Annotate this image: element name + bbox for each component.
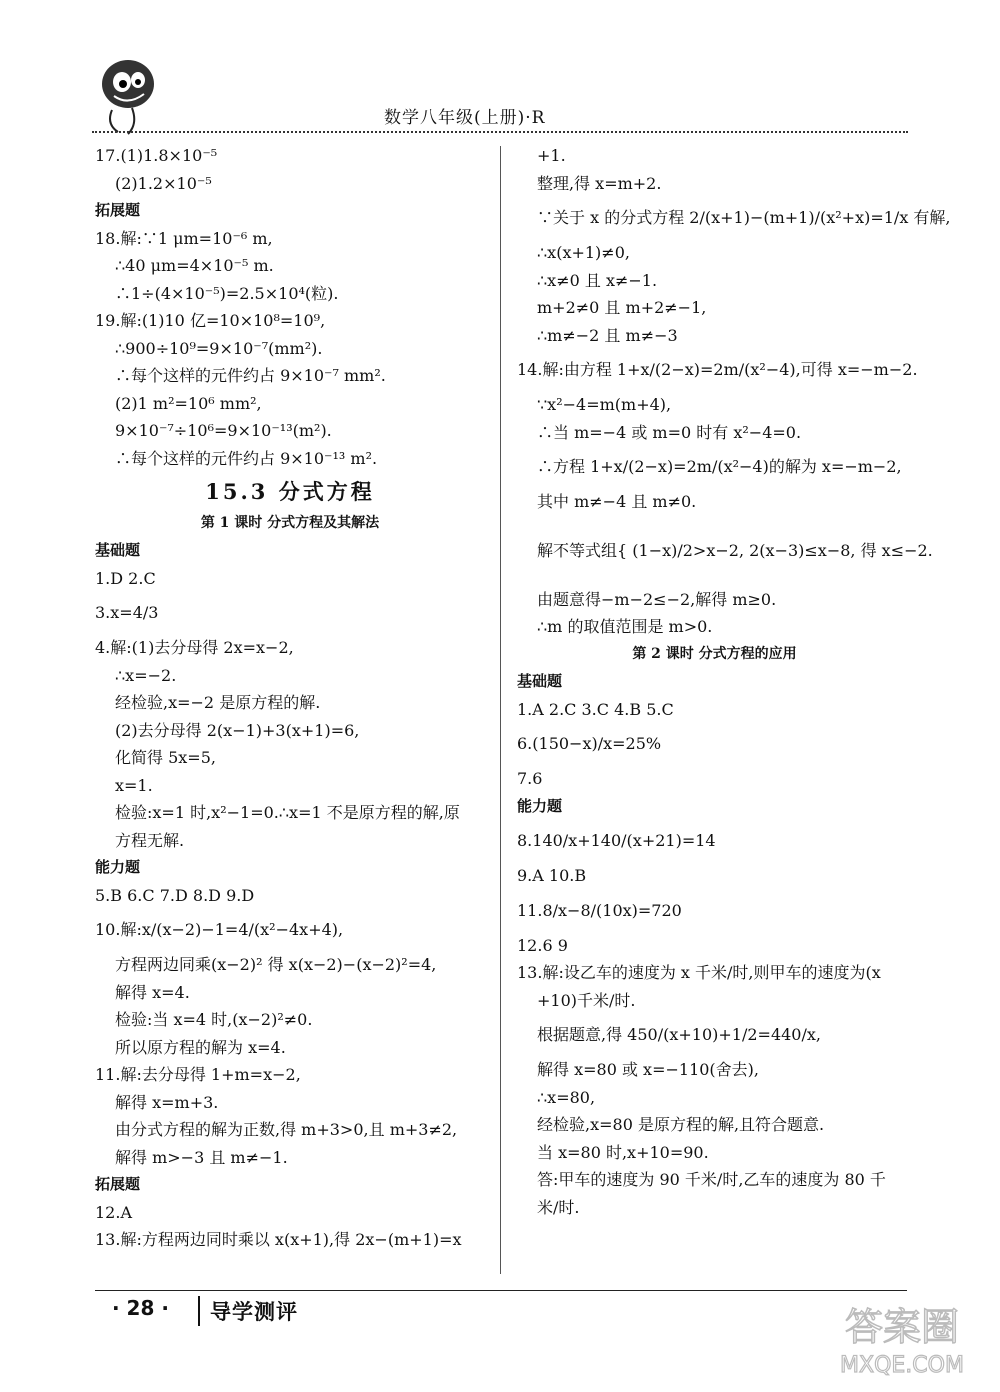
answer-line: 第 2 课时 分式方程的应用 — [632, 645, 797, 662]
answer-line: 能力题 — [95, 858, 141, 876]
answer-line: 解得 m>−3 且 m≠−1. — [115, 1147, 288, 1167]
answer-line: +1. — [537, 146, 566, 165]
answer-line: ∵关于 x 的分式方程 2/(x+1)−(m+1)/(x²+x)=1/x 有解, — [537, 208, 951, 227]
footer-rule — [95, 1290, 907, 1291]
page-number: · 28 · — [112, 1296, 169, 1320]
answer-line: 13.解:方程两边同时乘以 x(x+1),得 2x−(m+1)=x — [95, 1230, 462, 1249]
answer-line: 12.A — [95, 1202, 132, 1222]
answer-line: (2)1 m²=10⁶ mm², — [115, 393, 262, 413]
answer-line: 10.解:x/(x−2)−1=4/(x²−4x+4), — [95, 920, 344, 939]
answer-line: 15.3 分式方程 — [205, 479, 375, 504]
answer-line: 13.解:设乙车的速度为 x 千米/时,则甲车的速度为(x — [517, 963, 881, 982]
answer-line: 能力题 — [517, 796, 563, 815]
answer-line: 14.解:由方程 1+x/(2−x)=2m/(x²−4),可得 x=−m−2. — [517, 360, 918, 379]
answer-line: 3.x=4/3 — [95, 603, 159, 622]
answer-line: 由分式方程的解为正数,得 m+3>0,且 m+3≠2, — [115, 1120, 458, 1139]
answer-line: ∴x=80, — [537, 1087, 596, 1107]
answer-line: 整理,得 x=m+2. — [537, 173, 662, 193]
answer-line: 解不等式组{ (1−x)/2>x−2, 2(x−3)≤x−8, 得 x≤−2. — [537, 540, 933, 560]
answer-line: ∴900÷10⁹=9×10⁻⁷(mm²). — [115, 338, 323, 358]
answer-line: ∴x=−2. — [115, 665, 177, 685]
answer-line: ∴1÷(4×10⁻⁵)=2.5×10⁴(粒). — [115, 283, 339, 303]
answer-line: 解得 x=80 或 x=−110(舍去), — [537, 1060, 759, 1079]
answer-line: ∴每个这样的元件约占 9×10⁻¹³ m². — [115, 448, 378, 468]
answer-line: ∴方程 1+x/(2−x)=2m/(x²−4)的解为 x=−m−2, — [537, 457, 902, 476]
answer-line: 方程两边同乘(x−2)² 得 x(x−2)−(x−2)²=4, — [115, 955, 437, 974]
answer-line: (2)去分母得 2(x−1)+3(x+1)=6, — [115, 720, 360, 740]
answer-line: 解得 x=m+3. — [115, 1092, 219, 1112]
answer-line: 基础题 — [95, 541, 141, 559]
answer-line: ∵x²−4=m(m+4), — [537, 395, 672, 414]
answer-line: 6.(150−x)/x=25% — [517, 734, 662, 753]
answer-line: ∴当 m=−4 或 m=0 时有 x²−4=0. — [537, 422, 802, 442]
answer-line: ∴每个这样的元件约占 9×10⁻⁷ mm². — [115, 366, 386, 385]
answer-line: 由题意得−m−2≤−2,解得 m≥0. — [537, 589, 777, 609]
answer-line: 拓展题 — [95, 1175, 141, 1193]
answer-line: 答:甲车的速度为 90 千米/时,乙车的速度为 80 千 — [537, 1170, 886, 1189]
left-column — [95, 142, 485, 1254]
answer-line: 经检验,x=−2 是原方程的解. — [115, 693, 321, 712]
header-rule — [92, 131, 908, 133]
answer-line: 第 1 课时 分式方程及其解法 — [200, 514, 380, 531]
column-divider — [500, 146, 501, 1274]
answer-line: m+2≠0 且 m+2≠−1, — [537, 298, 707, 317]
answer-line: 9×10⁻⁷÷10⁶=9×10⁻¹³(m²). — [115, 421, 332, 440]
answer-line: +10)千米/时. — [537, 990, 636, 1010]
footer-brand: 导学测评 — [210, 1300, 298, 1324]
answer-line: 5.B 6.C 7.D 8.D 9.D — [95, 885, 255, 905]
answer-line: 检验:当 x=4 时,(x−2)²≠0. — [115, 1010, 313, 1029]
answer-line: 检验:x=1 时,x²−1=0.∴x=1 不是原方程的解,原 — [115, 803, 460, 822]
answer-line: 所以原方程的解为 x=4. — [115, 1037, 286, 1057]
answer-line: (2)1.2×10⁻⁵ — [115, 173, 212, 193]
answer-line: ∴x(x+1)≠0, — [537, 243, 630, 262]
answer-line: ∴m 的取值范围是 m>0. — [537, 617, 713, 636]
mascot-logo — [92, 52, 160, 138]
answer-line: 根据题意,得 450/(x+10)+1/2=440/x, — [537, 1025, 821, 1044]
answer-line: 其中 m≠−4 且 m≠0. — [537, 492, 697, 511]
answer-line: 当 x=80 时,x+10=90. — [537, 1142, 709, 1162]
watermark-logo — [822, 1300, 982, 1380]
footer-divider — [198, 1296, 200, 1326]
answer-line: 11.8/x−8/(10x)=720 — [517, 900, 682, 920]
answer-line: 1.A 2.C 3.C 4.B 5.C — [517, 699, 674, 719]
answer-line: 经检验,x=80 是原方程的解,且符合题意. — [537, 1115, 825, 1134]
answer-line: 拓展题 — [95, 201, 141, 219]
answer-line: 方程无解. — [115, 830, 185, 850]
answer-line: 解得 x=4. — [115, 982, 190, 1002]
answer-line: x=1. — [115, 775, 153, 795]
answer-line: ∴m≠−2 且 m≠−3 — [537, 325, 678, 345]
answer-line: 4.解:(1)去分母得 2x=x−2, — [95, 638, 294, 657]
answer-line: 12.6 9 — [517, 935, 568, 955]
answer-line: 17.(1)1.8×10⁻⁵ — [95, 146, 218, 165]
right-column — [517, 142, 951, 1221]
answer-line: ∴x≠0 且 x≠−1. — [537, 270, 658, 290]
answer-line: 米/时. — [537, 1197, 580, 1217]
answer-line: 11.解:去分母得 1+m=x−2, — [95, 1065, 301, 1084]
answer-line: ∴40 μm=4×10⁻⁵ m. — [115, 256, 274, 275]
answer-line: 18.解:∵1 μm=10⁻⁶ m, — [95, 228, 273, 248]
answer-line: 9.A 10.B — [517, 866, 587, 885]
header-title: 数学八年级(上册)·R — [384, 108, 546, 128]
answer-line: 基础题 — [517, 672, 563, 690]
answer-line: 化简得 5x=5, — [115, 748, 216, 767]
answer-line: 7.6 — [517, 769, 543, 788]
svg-text:答案圈: 答案圈 — [844, 1305, 960, 1349]
svg-text:MXQE.COM: MXQE.COM — [840, 1353, 964, 1378]
answer-line: 19.解:(1)10 亿=10×10⁸=10⁹, — [95, 311, 326, 330]
answer-line: 8.140/x+140/(x+21)=14 — [517, 831, 716, 850]
answer-line: 1.D 2.C — [95, 568, 156, 588]
